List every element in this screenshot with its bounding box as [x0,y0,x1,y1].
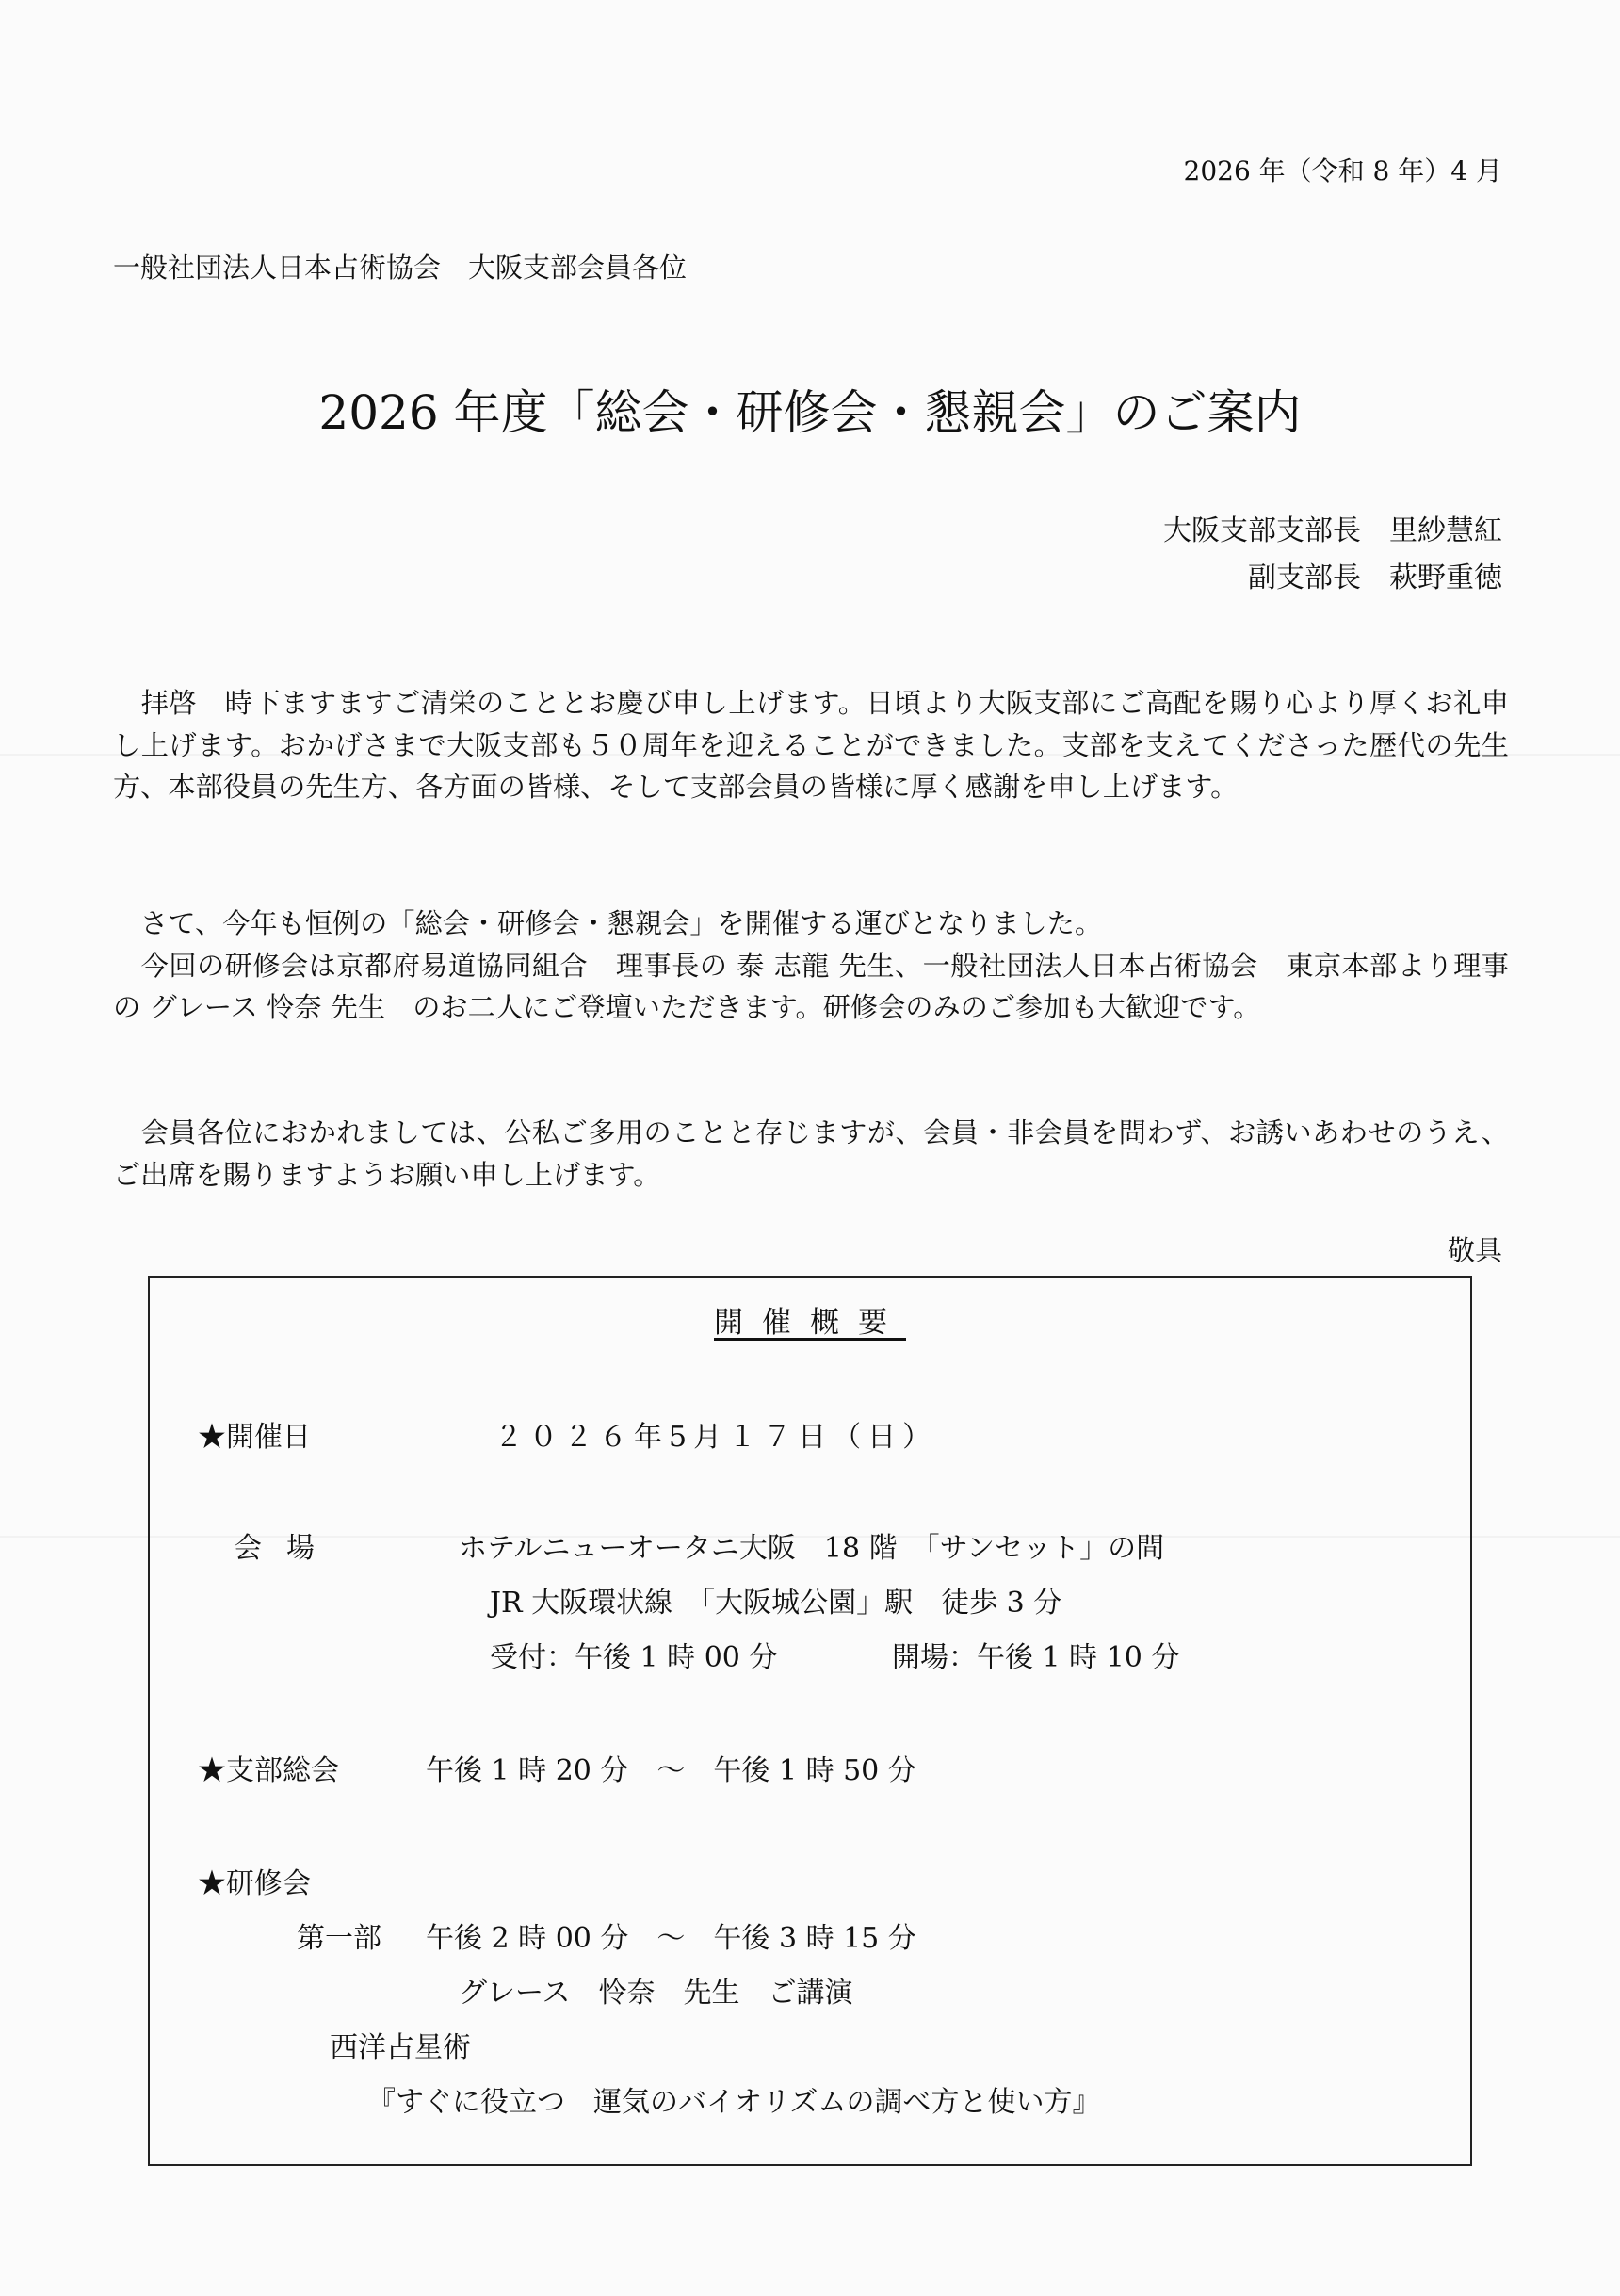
seminar-label: ★研修会 [198,1867,311,1900]
paragraph-text: 会員各位におかれましては、公私ご多用のことと存じますが、会員・非会員を問わず、お誘いあわせのうえ、ご出席を賜りますようお願い申し上げます。 [113,1116,1509,1191]
part1-topic: 『すぐに役立つ 運気のバイオリズムの調べ方と使い方』 [367,2086,1101,2119]
announcement-paragraph [113,903,1509,1029]
issue-date: 2026 年（令和 8 年）4 月 [1183,155,1502,187]
addressee: 一般社団法人日本占術協会 大阪支部会員各位 [113,252,688,284]
reception-time: 受付：午後 1 時 00 分 [490,1641,778,1674]
invitation-paragraph [113,1112,1509,1196]
venue-access: JR 大阪環状線 「大阪城公園」駅 徒歩 3 分 [490,1587,1062,1620]
part1-label: 第一部 [297,1922,381,1955]
sender-vice-chief: 副支部長 萩野重徳 [1248,562,1502,594]
paragraph-text: さて、今年も恒例の「総会・研修会・懇親会」を開催する運びとなりました。 [113,907,1103,939]
summary-heading [0,1298,1620,1341]
general-meeting-time: 午後 1 時 20 分 ～ 午後 1 時 50 分 [426,1754,916,1787]
general-meeting-label: ★支部総会 [198,1754,339,1787]
part1-lecturer: グレース 怜奈 先生 ご講演 [459,1977,853,2010]
paragraph-text: 今回の研修会は京都府易道協同組合 理事長の 泰 志龍 先生、一般社団法人日本占術協会 東京本部より理事の グレース 怜奈 先生 のお二人にご登壇いただきます。研修会のみのご参加も大歓迎です。 [113,949,1509,1023]
event-date-value: ２０２６年5月１７日（日） [494,1421,938,1454]
venue-name: ホテルニューオータニ大阪 18 階 「サンセット」の間 [459,1532,1165,1565]
paragraph-text: 拝啓 時下ますますご清栄のこととお慶び申し上げます。日頃より大阪支部にご高配を賜り心より厚くお礼申し上げます。おかげさまで大阪支部も５０周年を迎えることができました。支部を支えてくださった歴代の先生方、本部役員の先生方、各方面の皆様、そして支部会員の皆様に厚く感謝を申し上げます。 [113,687,1509,803]
part1-time: 午後 2 時 00 分 ～ 午後 3 時 15 分 [426,1922,916,1955]
greeting-paragraph [113,682,1509,808]
summary-heading-text: 開催概要 [714,1306,906,1340]
part1-category: 西洋占星術 [330,2031,471,2064]
document-title: 2026 年度「総会・研修会・懇親会」のご案内 [318,385,1302,440]
closing-word: 敬具 [1447,1234,1502,1266]
event-date-label: ★開催日 [198,1421,311,1454]
venue-label: 会場 [234,1532,339,1565]
sender-branch-chief: 大阪支部支部長 里紗慧紅 [1163,514,1502,547]
opening-time: 開場：午後 1 時 10 分 [892,1641,1180,1674]
